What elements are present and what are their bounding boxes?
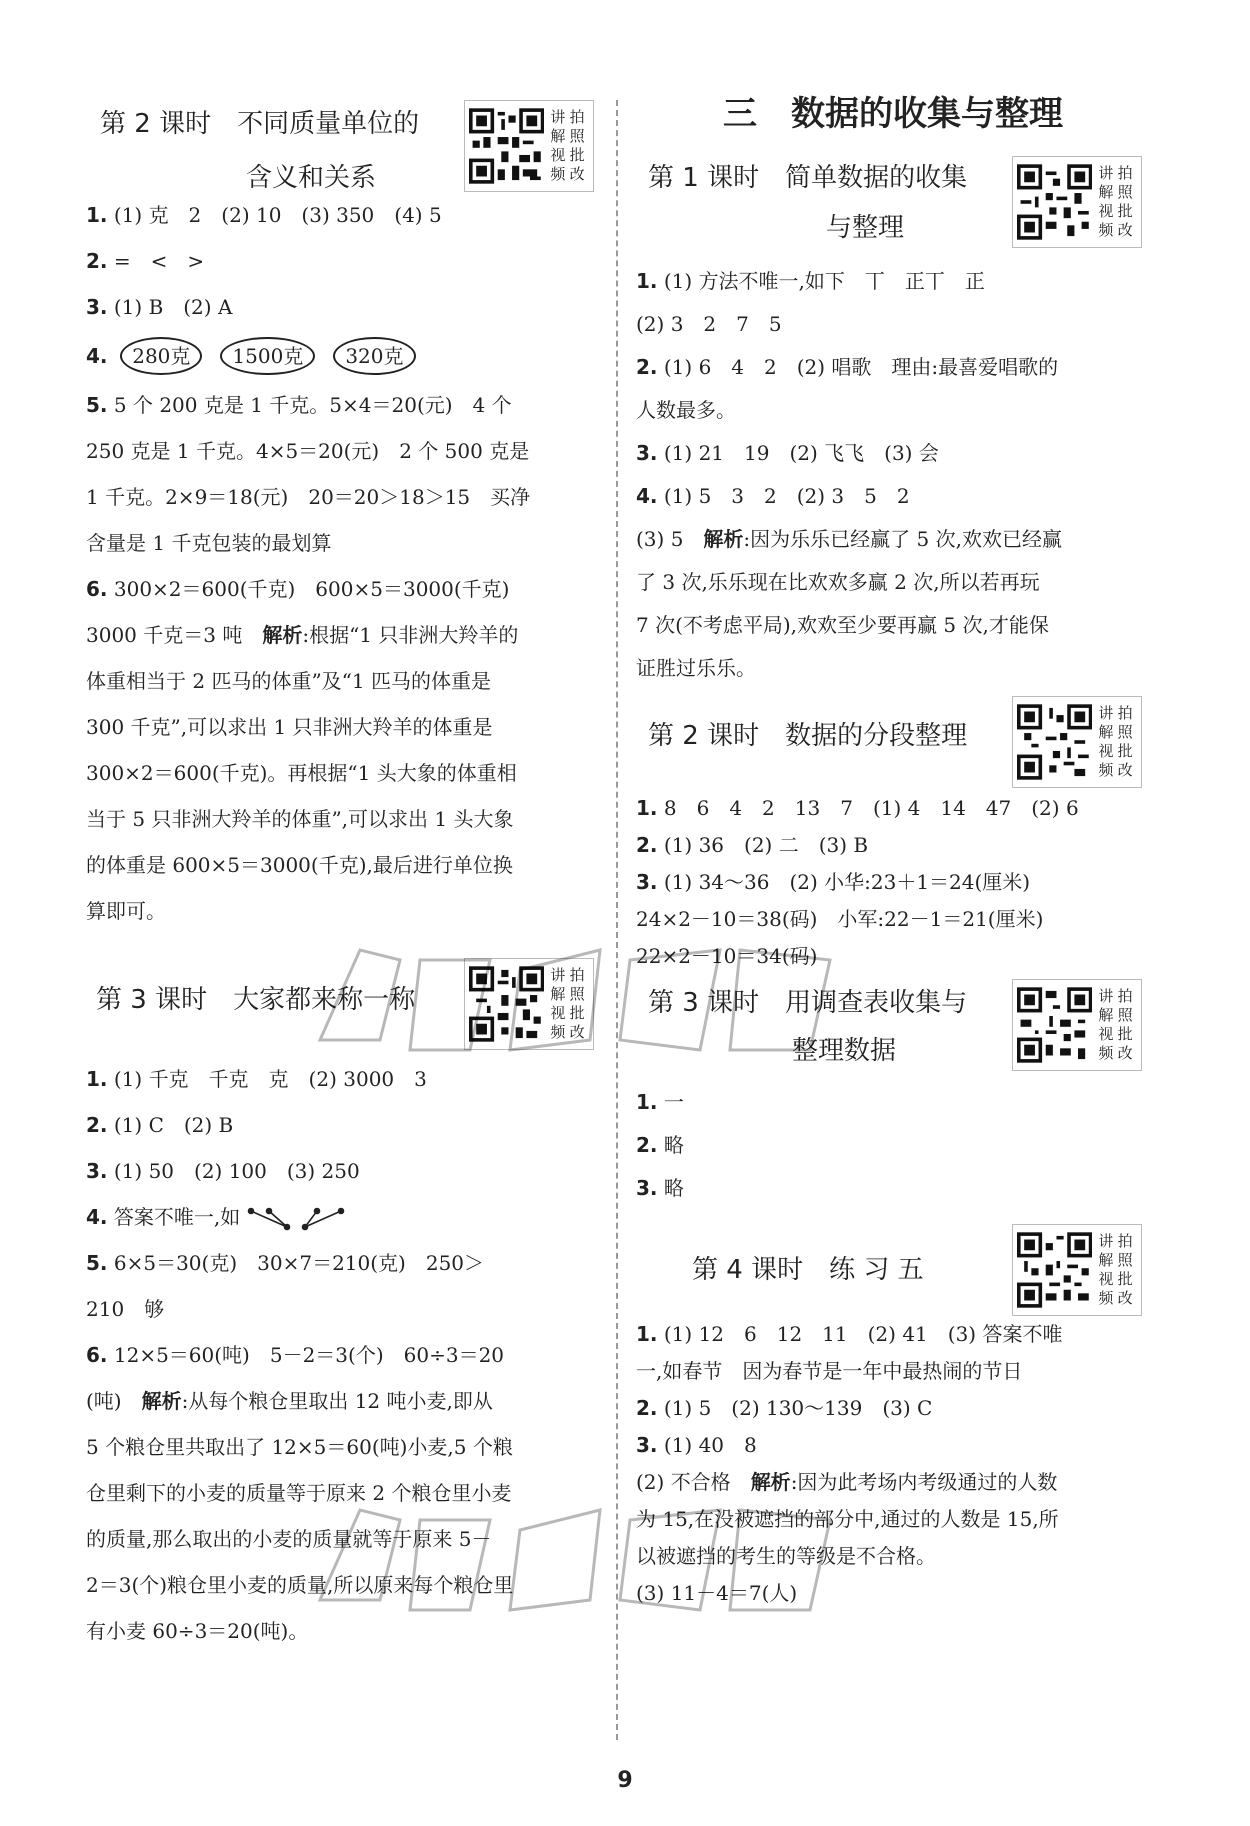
page-number: 9: [617, 1768, 633, 1793]
qr-code[interactable]: [1012, 696, 1142, 788]
answer-line: 2. (1) 6 4 2 (2) 唱歌 理由:最喜爱唱歌的: [636, 355, 1059, 379]
answer-line: 的体重是 600×5＝3000(千克),最后进行单位换: [86, 853, 513, 877]
qr-code-icon: [1017, 1231, 1092, 1309]
lesson-title: 第 1 课时 简单数据的收集: [648, 163, 968, 193]
circled-answer: 1500克: [220, 337, 315, 375]
answer-line: 含量是 1 千克包装的最划算: [86, 531, 332, 555]
answer-line: 1. (1) 方法不唯一,如下 丅 正丅 正: [636, 269, 985, 293]
answer-line: 3. (1) 34～36 (2) 小华:23＋1＝24(厘米): [636, 870, 1031, 894]
answer-line: 1. 一: [636, 1090, 684, 1114]
answer-line: (2) 3 2 7 5: [636, 312, 782, 336]
answer-line: 5. 5 个 200 克是 1 千克。5×4＝20(元) 4 个: [86, 393, 512, 417]
qr-code[interactable]: [464, 100, 594, 192]
answer-line: (2) 不合格 解析:因为此考场内考级通过的人数: [636, 1470, 1058, 1494]
answer-line: 人数最多。: [636, 398, 736, 422]
circled-answer: 280克: [120, 337, 202, 375]
answer-line: 2. (1) 36 (2) 二 (3) B: [636, 833, 869, 857]
qr-code[interactable]: [1012, 156, 1142, 248]
lesson-title: 第 4 课时 练 习 五: [692, 1255, 924, 1285]
qr-caption: 讲 拍 解 照 视 批 频 改: [1098, 704, 1133, 779]
answer-line: 300×2＝600(千克)。再根据“1 头大象的体重相: [86, 761, 517, 785]
answer-line: 24×2－10＝38(码) 小军:22－1＝21(厘米): [636, 907, 1044, 931]
answer-line: 1 千克。2×9＝18(元) 20＝20＞18＞15 买净: [86, 485, 531, 509]
answer-line: 2. (1) 5 (2) 130～139 (3) C: [636, 1396, 933, 1420]
qr-caption: 讲 拍 解 照 视 批 频 改: [550, 108, 585, 183]
answer-line: (吨) 解析:从每个粮仓里取出 12 吨小麦,即从: [86, 1389, 493, 1413]
qr-code[interactable]: [1012, 979, 1142, 1071]
answer-line: 4. (1) 5 3 2 (2) 3 5 2: [636, 484, 910, 508]
answer-line: 3. (1) 40 8: [636, 1433, 757, 1457]
answer-line: 4. 280克 1500克 320克: [86, 330, 602, 382]
answer-line: 了 3 次,乐乐现在比欢欢多赢 2 次,所以若再玩: [636, 570, 1040, 594]
watermark-graphic: [300, 920, 860, 1070]
answer-line: 22×2－10＝34(码): [636, 944, 818, 968]
answer-line: 300 千克”,可以求出 1 只非洲大羚羊的体重是: [86, 715, 493, 739]
lesson-header: [86, 80, 602, 192]
answer-line: 6. 12×5＝60(吨) 5－2＝3(个) 60÷3＝20: [86, 1343, 505, 1367]
answer-line: 体重相当于 2 匹马的体重”及“1 匹马的体重是: [86, 669, 491, 693]
answer-line: 5. 6×5＝30(克) 30×7＝210(克) 250＞: [86, 1251, 485, 1275]
answer-line: 7 次(不考虑平局),欢欢至少要再赢 5 次,才能保: [636, 613, 1049, 637]
answer-line: 当于 5 只非洲大羚羊的体重”,可以求出 1 头大象: [86, 807, 514, 831]
answer-line: 5 个粮仓里共取出了 12×5＝60(吨)小麦,5 个粮: [86, 1435, 513, 1459]
answer-line: 一,如春节 因为春节是一年中最热闹的节日: [636, 1359, 1023, 1383]
lesson-title: 第 2 课时 数据的分段整理: [648, 721, 968, 751]
answer-line: 有小麦 60÷3＝20(吨)。: [86, 1619, 309, 1643]
watermark-graphic: [300, 1480, 860, 1630]
qr-code-icon: [469, 107, 544, 185]
answer-line: 2＝3(个)粮仓里小麦的质量,所以原来每个粮仓里: [86, 1573, 514, 1597]
chapter-title: 三 数据的收集与整理: [723, 94, 1063, 134]
answer-line: 2. 略: [636, 1133, 684, 1157]
answer-line: 的质量,那么取出的小麦的质量就等于原来 5－: [86, 1527, 492, 1551]
answer-line: 2. = < >: [86, 249, 205, 273]
lesson-title-line2: 整理数据: [792, 1036, 897, 1066]
answer-line: (3) 11－4＝7(人): [636, 1581, 798, 1605]
answer-line: 以被遮挡的考生的等级是不合格。: [636, 1544, 936, 1568]
qr-code-icon: [1017, 703, 1092, 781]
answer-line: 3000 千克＝3 吨 解析:根据“1 只非洲大羚羊的: [86, 623, 519, 647]
qr-code-icon: [1017, 986, 1092, 1064]
answer-line: 3. (1) B (2) A: [86, 295, 233, 319]
answer-line: 为 15,在没被遮挡的部分中,通过的人数是 15,所: [636, 1507, 1059, 1531]
answer-line: 4. 答案不唯一,如: [86, 1194, 602, 1240]
qr-caption: 讲 拍 解 照 视 批 频 改: [550, 966, 585, 1041]
answer-line: 2. (1) C (2) B: [86, 1113, 234, 1137]
qr-code[interactable]: [1012, 1224, 1142, 1316]
answer-line: 1. (1) 12 6 12 11 (2) 41 (3) 答案不唯: [636, 1322, 1063, 1346]
qr-code-icon: [1017, 163, 1092, 241]
answer-line: 6. 300×2＝600(千克) 600×5＝3000(千克): [86, 577, 510, 601]
lesson-title: 第 3 课时 大家都来称一称: [96, 985, 416, 1015]
answer-line: 210 够: [86, 1297, 165, 1321]
answer-line: 仓里剩下的小麦的质量等于原来 2 个粮仓里小麦: [86, 1481, 512, 1505]
answer-line: 3. (1) 50 (2) 100 (3) 250: [86, 1159, 360, 1183]
lesson-title: 第 2 课时 不同质量单位的: [100, 109, 420, 139]
lesson-title-line2: 与整理: [826, 213, 905, 243]
lesson-title: 第 3 课时 用调查表收集与: [648, 988, 968, 1018]
qr-caption: 讲 拍 解 照 视 批 频 改: [1098, 164, 1133, 239]
lesson-header: [636, 142, 1150, 260]
answer-line: 1. (1) 千克 千克 克 (2) 3000 3: [86, 1067, 427, 1091]
lesson-header: [636, 1210, 1150, 1316]
answer-line: 1. 8 6 4 2 13 7 (1) 4 14 47 (2) 6: [636, 796, 1079, 820]
answer-line: 250 克是 1 千克。4×5＝20(元) 2 个 500 克是: [86, 439, 530, 463]
lesson-title-line2: 含义和关系: [246, 163, 377, 193]
answer-line: 算即可。: [86, 899, 166, 923]
answer-line: 证胜过乐乐。: [636, 656, 756, 680]
circled-answer: 320克: [333, 337, 415, 375]
answer-line: 3. 略: [636, 1176, 684, 1200]
connection-diagram: [247, 1206, 347, 1232]
left-column: [86, 80, 602, 1654]
answer-line: 1. (1) 克 2 (2) 10 (3) 350 (4) 5: [86, 203, 442, 227]
answer-line: 3. (1) 21 19 (2) 飞飞 (3) 会: [636, 441, 939, 465]
answer-line: (3) 5 解析:因为乐乐已经赢了 5 次,欢欢已经赢: [636, 527, 1062, 551]
lesson-header: [636, 690, 1150, 790]
right-column: [636, 80, 1150, 1612]
qr-caption: 讲 拍 解 照 视 批 频 改: [1098, 987, 1133, 1062]
qr-caption: 讲 拍 解 照 视 批 频 改: [1098, 1232, 1133, 1307]
